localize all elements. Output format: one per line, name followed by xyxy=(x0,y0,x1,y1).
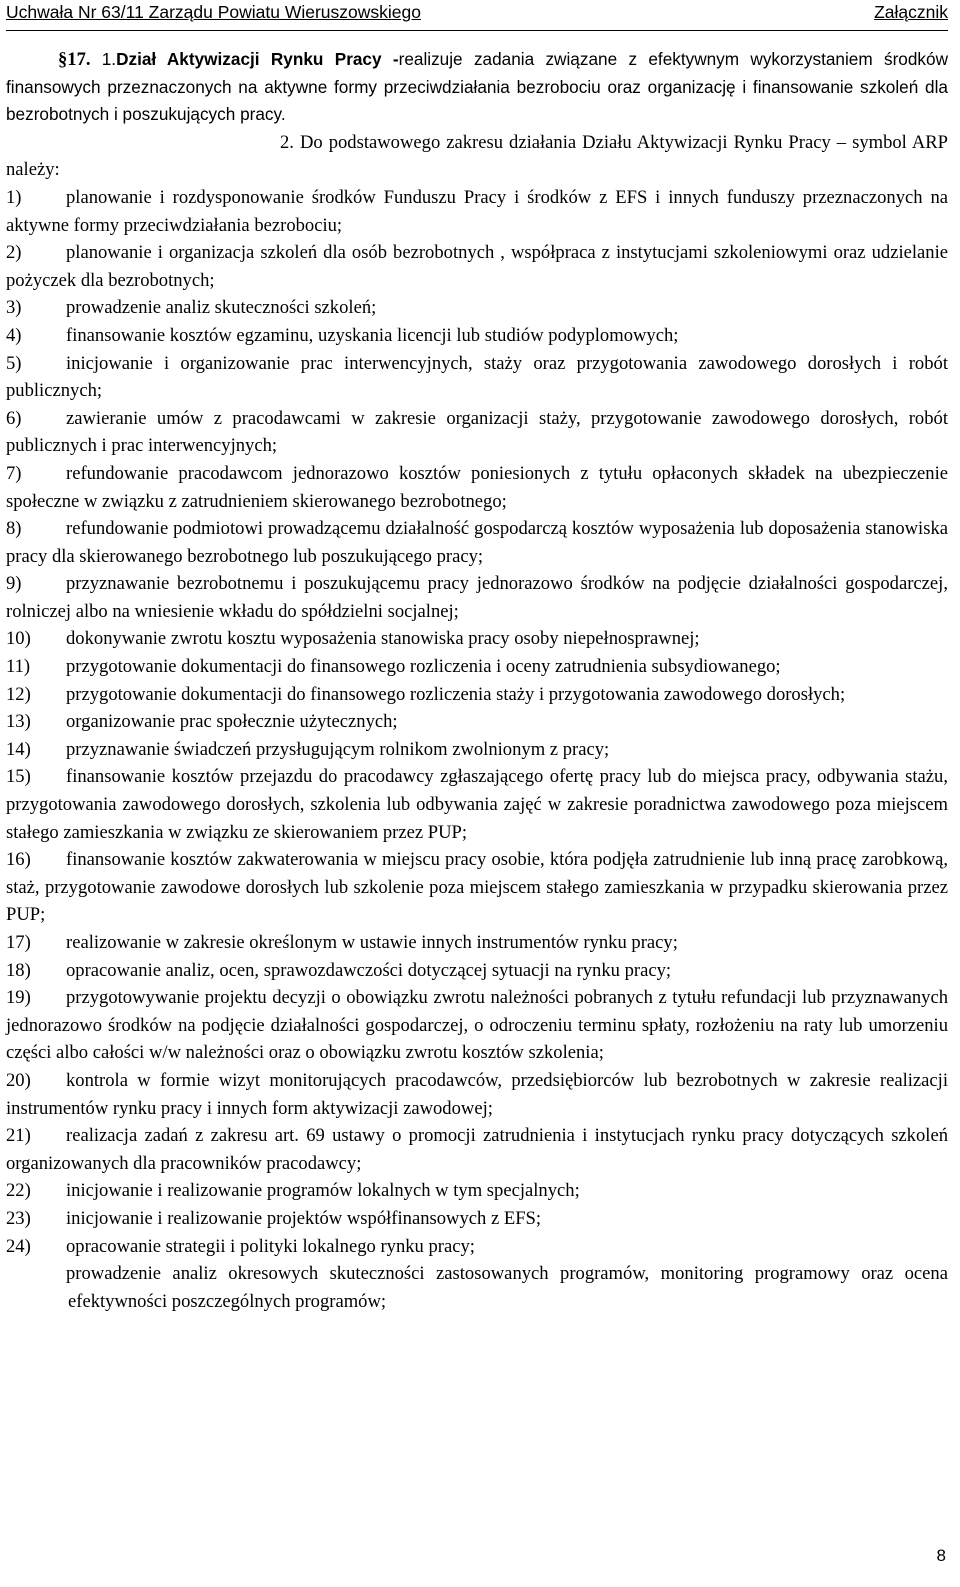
page-number: 8 xyxy=(936,1546,946,1565)
list-item-number: 20) xyxy=(6,1069,31,1091)
list-item-number: 21) xyxy=(6,1125,31,1147)
list-item-number: 11) xyxy=(6,656,31,678)
list-item-text: opracowanie strategii i polityki lokalnego rynku pracy; xyxy=(66,1235,475,1257)
list-item-text: prowadzenie analiz skuteczności szkoleń; xyxy=(66,297,377,319)
list-item xyxy=(6,239,948,294)
list-item xyxy=(6,846,948,929)
list-item xyxy=(6,625,948,653)
list-item-number: 2) xyxy=(6,242,22,264)
list-item xyxy=(6,1177,948,1205)
list-item-text: refundowanie podmiotowi prowadzącemu działalność gospodarczą kosztów wyposażenia lub doposażenia stanowiska pracy dla skierowanego bezrobotnego lub poszukującego pracy; xyxy=(6,518,948,567)
list-item-number xyxy=(6,1260,66,1288)
list-item-text: przygotowanie dokumentacji do finansowego rozliczenia staży i przygotowania zawodowego dorosłych; xyxy=(66,683,846,705)
paragraph-2-number: 2. xyxy=(280,131,294,153)
list-item-number: 5) xyxy=(6,352,22,374)
page-header xyxy=(6,0,948,31)
duties-list xyxy=(6,184,948,1315)
list-item-text: finansowanie kosztów zakwaterowania w miejscu pracy osobie, która podjęła zatrudnienie lub inną pracę zarobkową, staż, przygotowanie zawodowe dorosłych lub szkolenie poza miejscem stałego zamieszkania w przypadku skierowania przez PUP; xyxy=(6,849,948,926)
list-item-number: 14) xyxy=(6,738,31,760)
list-item xyxy=(6,350,948,405)
list-item-number: 9) xyxy=(6,573,22,595)
list-item xyxy=(6,957,948,985)
list-item xyxy=(6,322,948,350)
list-item-number: 17) xyxy=(6,932,31,953)
list-item-number: 6) xyxy=(6,407,22,429)
list-item-text: realizacja zadań z zakresu art. 69 ustawy o promocji zatrudnienia i instytucjach rynku pracy dotyczących szkoleń organizowanych dla pracowników pracodawcy; xyxy=(6,1125,948,1174)
list-item xyxy=(6,405,948,460)
section-number: §17. xyxy=(58,49,91,70)
list-item-number: 24) xyxy=(6,1235,31,1257)
list-item xyxy=(6,1067,948,1122)
list-item-text: inicjowanie i realizowanie projektów współfinansowych z EFS; xyxy=(66,1207,542,1229)
header-attachment-label: Załącznik xyxy=(874,2,948,22)
list-item-text: prowadzenie analiz okresowych skuteczności zastosowanych programów, monitoring programowy oraz ocena efektywności poszczególnych programów; xyxy=(66,1263,948,1312)
list-item xyxy=(6,515,948,570)
list-item-number: 10) xyxy=(6,628,31,650)
header-title: Uchwała Nr 63/11 Zarządu Powiatu Wieruszowskiego xyxy=(6,2,421,22)
list-item-text: opracowanie analiz, ocen, sprawozdawczości dotyczącej sytuacji na rynku pracy; xyxy=(66,959,672,981)
list-item xyxy=(6,294,948,322)
list-item-number: 13) xyxy=(6,711,31,733)
list-item-text: refundowanie pracodawcom jednorazowo kosztów poniesionych z tytułu opłaconych składek na ubezpieczenie społeczne w związku z zatrudnieniem skierowanego bezrobotnego; xyxy=(6,462,948,512)
list-item-text: przygotowanie dokumentacji do finansowego rozliczenia i oceny zatrudnienia subsydiowanego; xyxy=(66,656,781,678)
list-item xyxy=(6,929,948,957)
list-item-number: 7) xyxy=(6,462,22,484)
paragraph-2-text: Do podstawowego zakresu działania Działu Aktywizacji Rynku Pracy – symbol ARP należy: xyxy=(6,131,948,181)
list-item-number: 1) xyxy=(6,186,22,208)
list-item xyxy=(6,763,948,846)
list-item-text: finansowanie kosztów egzaminu, uzyskania licencji lub studiów podyplomowych; xyxy=(66,324,679,346)
list-item-text: przyznawanie bezrobotnemu i poszukującemu pracy jednorazowo środków na podjęcie działalności gospodarczej, rolniczej albo na wniesienie wkładu do spółdzielni socjalnej; xyxy=(6,573,948,622)
paragraph-1-bold: Dział Aktywizacji Rynku Pracy - xyxy=(116,49,399,69)
list-item-text: realizowanie w zakresie określonym w ustawie innych instrumentów rynku pracy; xyxy=(66,932,678,953)
list-item-number: 18) xyxy=(6,959,31,981)
list-item-text: przyznawanie świadczeń przysługującym rolnikom zwolnionym z pracy; xyxy=(66,738,610,760)
list-item-number: 23) xyxy=(6,1207,31,1229)
list-item-text: planowanie i rozdysponowanie środków Funduszu Pracy i środków z EFS i innych funduszy przeznaczonych na aktywne formy przeciwdziałania bezrobociu; xyxy=(6,186,948,236)
list-item xyxy=(6,681,948,709)
list-item-number: 22) xyxy=(6,1180,31,1202)
paragraph-1-text: realizuje zadania związane z efektywnym wykorzystaniem środków finansowych przeznaczonych na aktywne formy przeciwdziałania bezrobociu oraz organizację i finansowanie szkoleń dla bezrobotnych i poszukujących pracy. xyxy=(6,49,948,125)
list-item xyxy=(6,1122,948,1177)
list-item-number: 4) xyxy=(6,324,22,346)
list-item-number: 16) xyxy=(6,849,31,871)
list-item-text: planowanie i organizacja szkoleń dla osób bezrobotnych , współpraca z instytucjami szkoleniowymi oraz udzielanie pożyczek dla bezrobotnych; xyxy=(6,242,948,291)
list-item-text: finansowanie kosztów przejazdu do pracodawcy zgłaszającego ofertę pracy lub do miejsca pracy, odbywania stażu, przygotowania zawodowego dorosłych, szkolenia lub odbywania zajęć w zakresie poradnictwa zawodowego poza miejscem stałego zamieszkania w związku ze skierowaniem przez PUP; xyxy=(6,766,948,843)
list-item xyxy=(6,653,948,681)
list-item xyxy=(6,460,948,515)
paragraph-2 xyxy=(6,129,948,184)
list-item-number: 19) xyxy=(6,987,31,1009)
list-item-text: dokonywanie zwrotu kosztu wyposażenia stanowiska pracy osoby niepełnosprawnej; xyxy=(66,628,700,650)
list-item xyxy=(6,984,948,1067)
list-item-text: kontrola w formie wizyt monitorujących pracodawców, przedsiębiorców lub bezrobotnych w zakresie realizacji instrumentów rynku pracy i innych form aktywizacji zawodowej; xyxy=(6,1069,948,1119)
list-item-text: zawieranie umów z pracodawcami w zakresie organizacji staży, przygotowanie zawodowego dorosłych, robót publicznych i prac interwencyjnych; xyxy=(6,407,948,457)
list-item xyxy=(6,1260,948,1315)
list-item xyxy=(6,570,948,625)
list-item xyxy=(6,1205,948,1233)
document-body xyxy=(6,46,948,1315)
list-item xyxy=(6,708,948,736)
list-item xyxy=(6,184,948,239)
list-item-number: 8) xyxy=(6,518,22,540)
paragraph-1 xyxy=(6,46,948,129)
list-item-text: inicjowanie i organizowanie prac interwencyjnych, staży oraz przygotowania zawodowego dorosłych i robót publicznych; xyxy=(6,352,948,402)
list-item-number: 15) xyxy=(6,766,31,788)
list-item-text: inicjowanie i realizowanie programów lokalnych w tym specjalnych; xyxy=(66,1180,580,1202)
paragraph-1-number: 1. xyxy=(101,49,117,69)
list-item-text: przygotowywanie projektu decyzji o obowiązku zwrotu należności pobranych z tytułu refundacji lub przyznawanych jednorazowo środków na podjęcie działalności gospodarczej, o odroczeniu terminu spłaty, rozłożeniu na raty lub umorzeniu części albo całości w/w należności oraz o obowiązku zwrotu kosztów szkolenia; xyxy=(6,987,948,1064)
list-item-text: organizowanie prac społecznie użytecznych; xyxy=(66,711,398,733)
list-item xyxy=(6,736,948,764)
list-item-number: 12) xyxy=(6,683,31,705)
list-item-number: 3) xyxy=(6,297,22,319)
list-item xyxy=(6,1233,948,1261)
